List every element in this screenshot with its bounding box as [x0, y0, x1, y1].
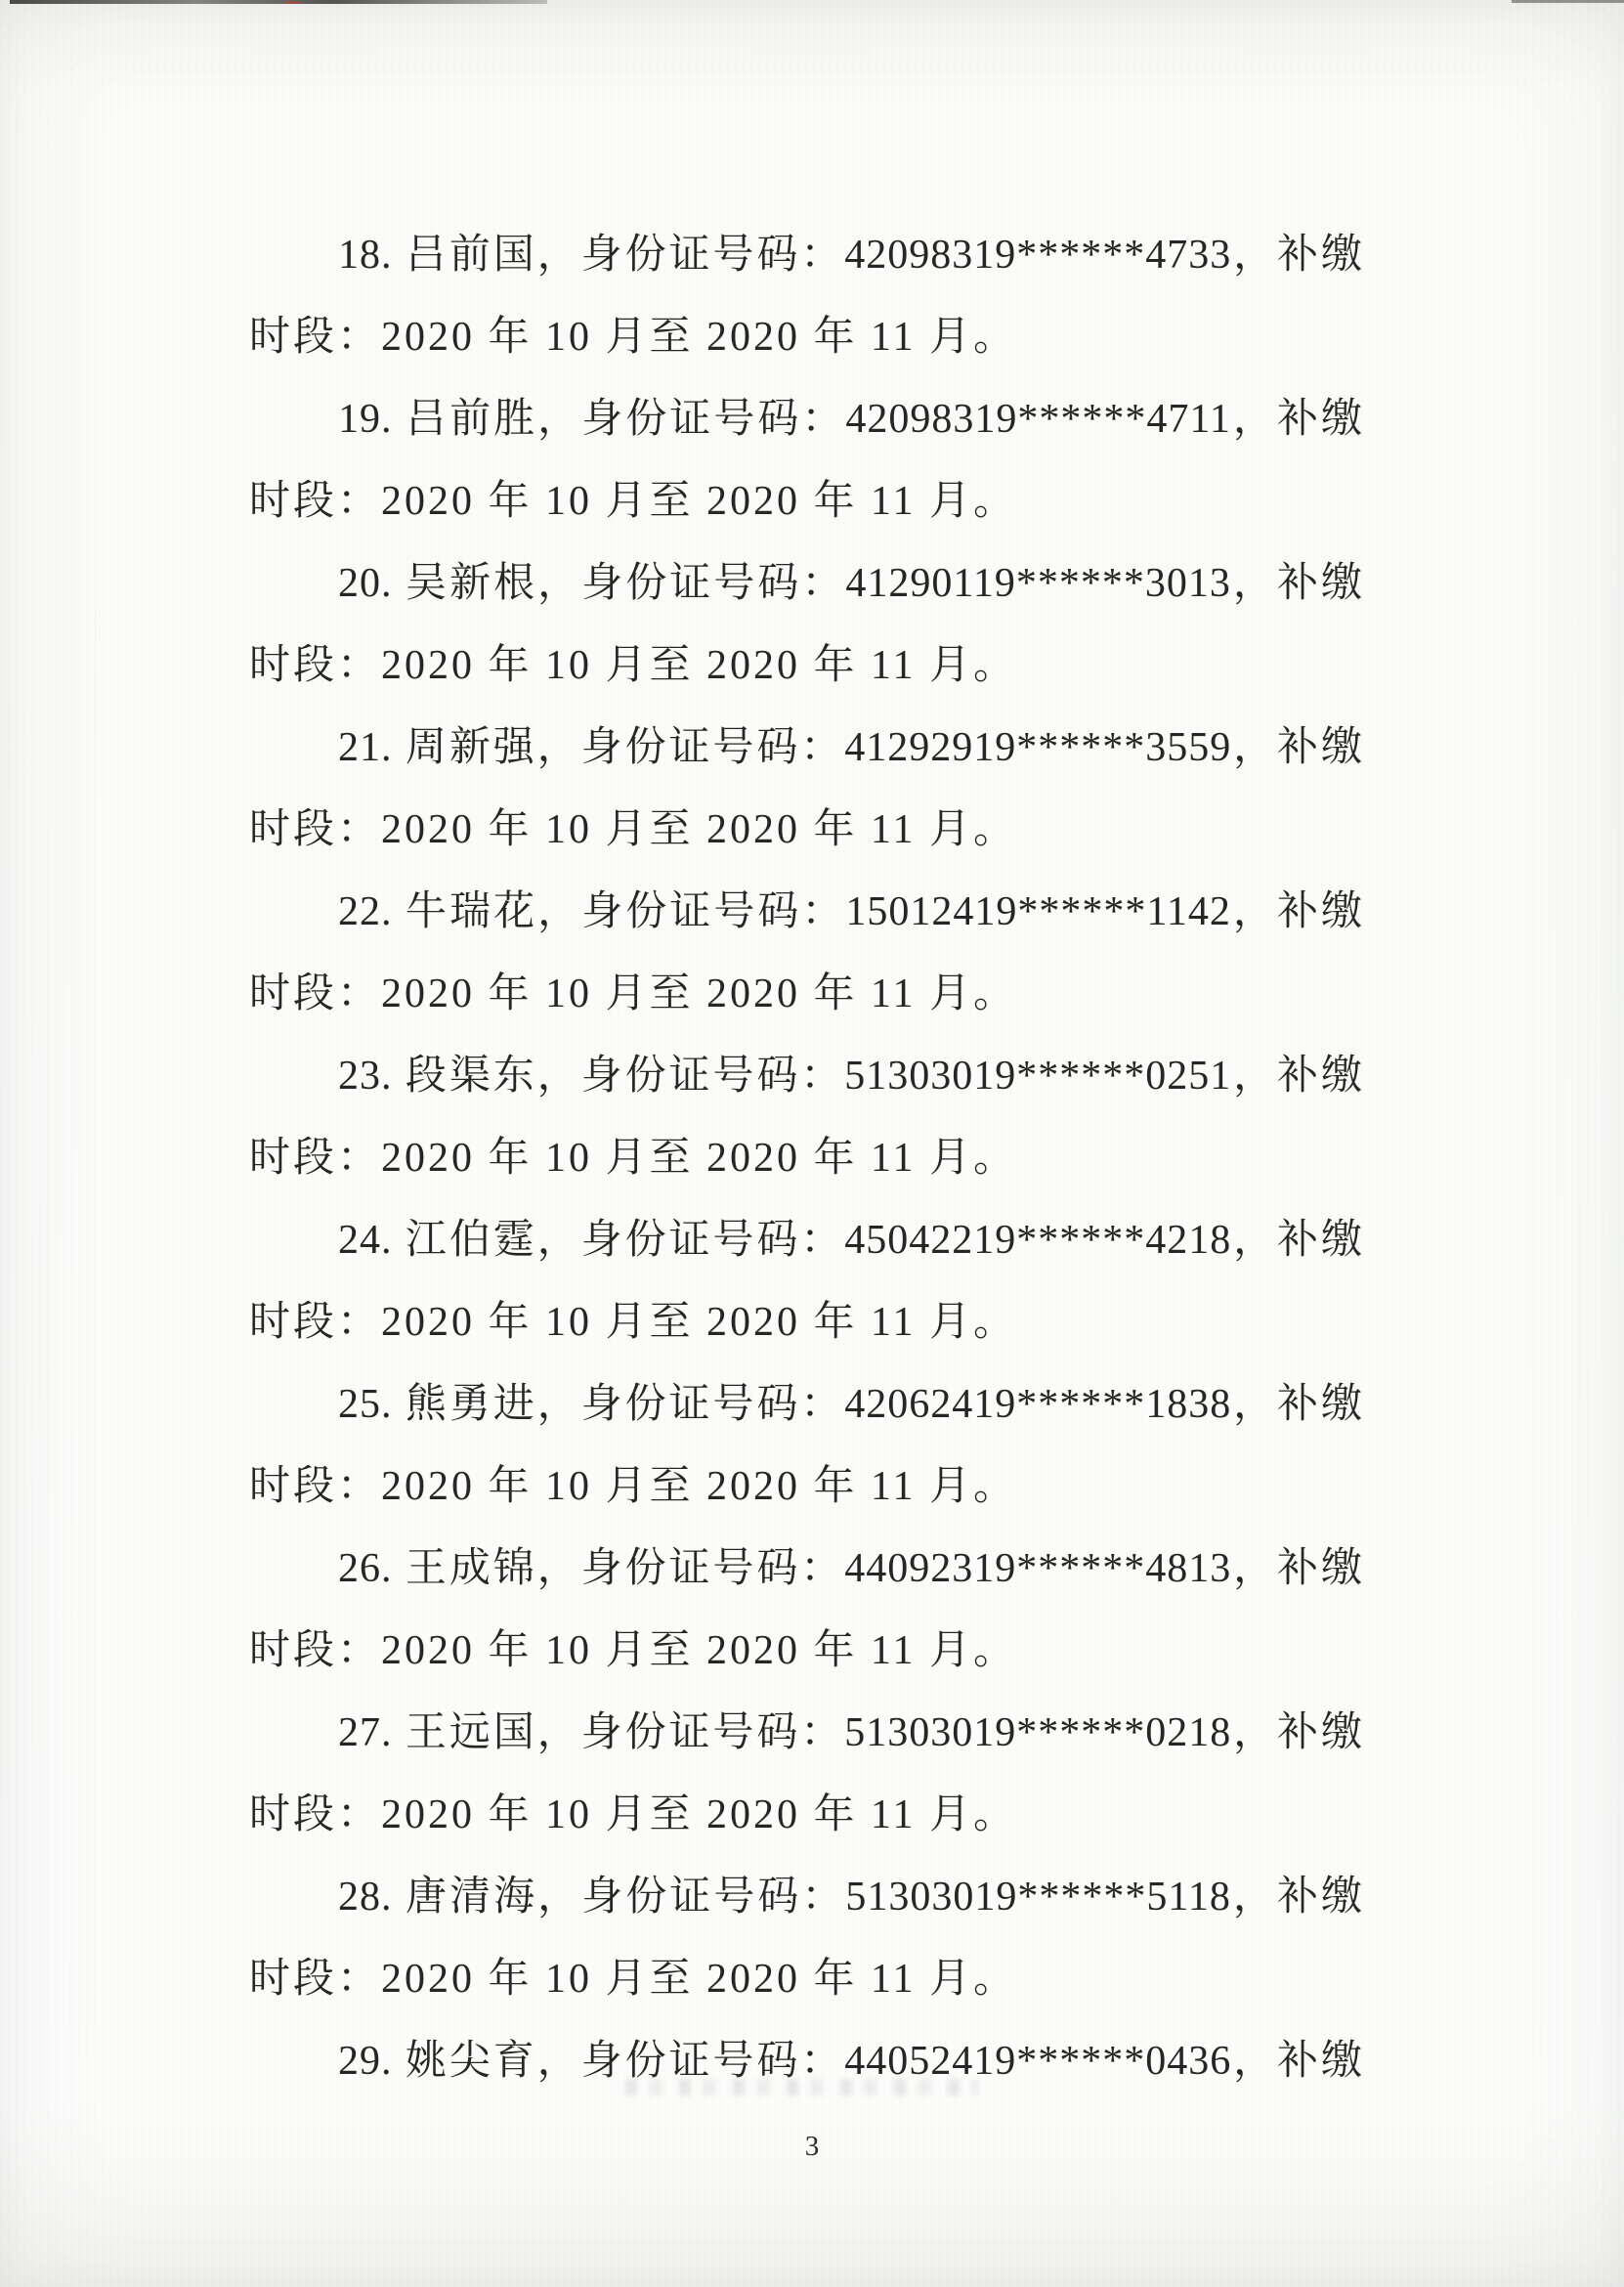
entry-main-line: 25. 熊勇进，身份证号码：42062419******1838，补缴	[338, 1382, 1363, 1427]
entry-main-line: 29. 姚尖育，身份证号码：44052419******0436，补缴	[338, 2039, 1363, 2084]
list-entry	[249, 1528, 1363, 1692]
list-entry	[249, 1856, 1363, 2020]
entry-main-line: 21. 周新强，身份证号码：41292919******3559，补缴	[338, 725, 1363, 770]
list-entry	[249, 1692, 1363, 1856]
list-entry	[249, 378, 1363, 542]
list-entry	[249, 1035, 1363, 1199]
list-entry	[249, 542, 1363, 707]
list-entry	[249, 1199, 1363, 1363]
entry-main-line: 18. 吕前国，身份证号码：42098319******4733，补缴	[338, 233, 1363, 278]
entry-period-line: 时段：2020 年 10 月至 2020 年 11 月。	[249, 807, 1017, 852]
entry-period-line: 时段：2020 年 10 月至 2020 年 11 月。	[249, 1628, 1017, 1673]
list-entry	[249, 707, 1363, 871]
entry-period-line: 时段：2020 年 10 月至 2020 年 11 月。	[249, 971, 1017, 1016]
scan-edge-artifact-right	[1512, 0, 1624, 3]
entry-main-line: 27. 王远国，身份证号码：51303019******0218，补缴	[338, 1710, 1363, 1755]
entry-period-line: 时段：2020 年 10 月至 2020 年 11 月。	[249, 479, 1017, 524]
list-entry	[249, 871, 1363, 1035]
entry-main-line: 22. 牛瑞花，身份证号码：15012419******1142，补缴	[338, 889, 1363, 934]
entry-main-line: 24. 江伯霆，身份证号码：45042219******4218，补缴	[338, 1218, 1363, 1263]
entry-main-line: 26. 王成锦，身份证号码：44092319******4813，补缴	[338, 1546, 1363, 1591]
page-number: 3	[804, 2131, 820, 2162]
entry-main-line: 23. 段渠东，身份证号码：51303019******0251，补缴	[338, 1054, 1363, 1099]
entry-period-line: 时段：2020 年 10 月至 2020 年 11 月。	[249, 1464, 1017, 1509]
list-entry	[249, 1363, 1363, 1528]
entry-period-line: 时段：2020 年 10 月至 2020 年 11 月。	[249, 1792, 1017, 1837]
entry-main-line: 20. 吴新根，身份证号码：41290119******3013，补缴	[338, 561, 1363, 606]
entry-period-line: 时段：2020 年 10 月至 2020 年 11 月。	[249, 643, 1017, 688]
entry-main-line: 28. 唐清海，身份证号码：51303019******5118，补缴	[338, 1875, 1363, 1920]
show-through-artifact	[625, 2079, 979, 2095]
entry-main-line: 19. 吕前胜，身份证号码：42098319******4711，补缴	[338, 397, 1363, 442]
entry-period-line: 时段：2020 年 10 月至 2020 年 11 月。	[249, 315, 1017, 360]
list-entry	[249, 214, 1363, 378]
entry-period-line: 时段：2020 年 10 月至 2020 年 11 月。	[249, 1136, 1017, 1181]
entries-list	[249, 0, 1363, 2102]
entry-period-line: 时段：2020 年 10 月至 2020 年 11 月。	[249, 1300, 1017, 1345]
entry-period-line: 时段：2020 年 10 月至 2020 年 11 月。	[249, 1957, 1017, 2002]
